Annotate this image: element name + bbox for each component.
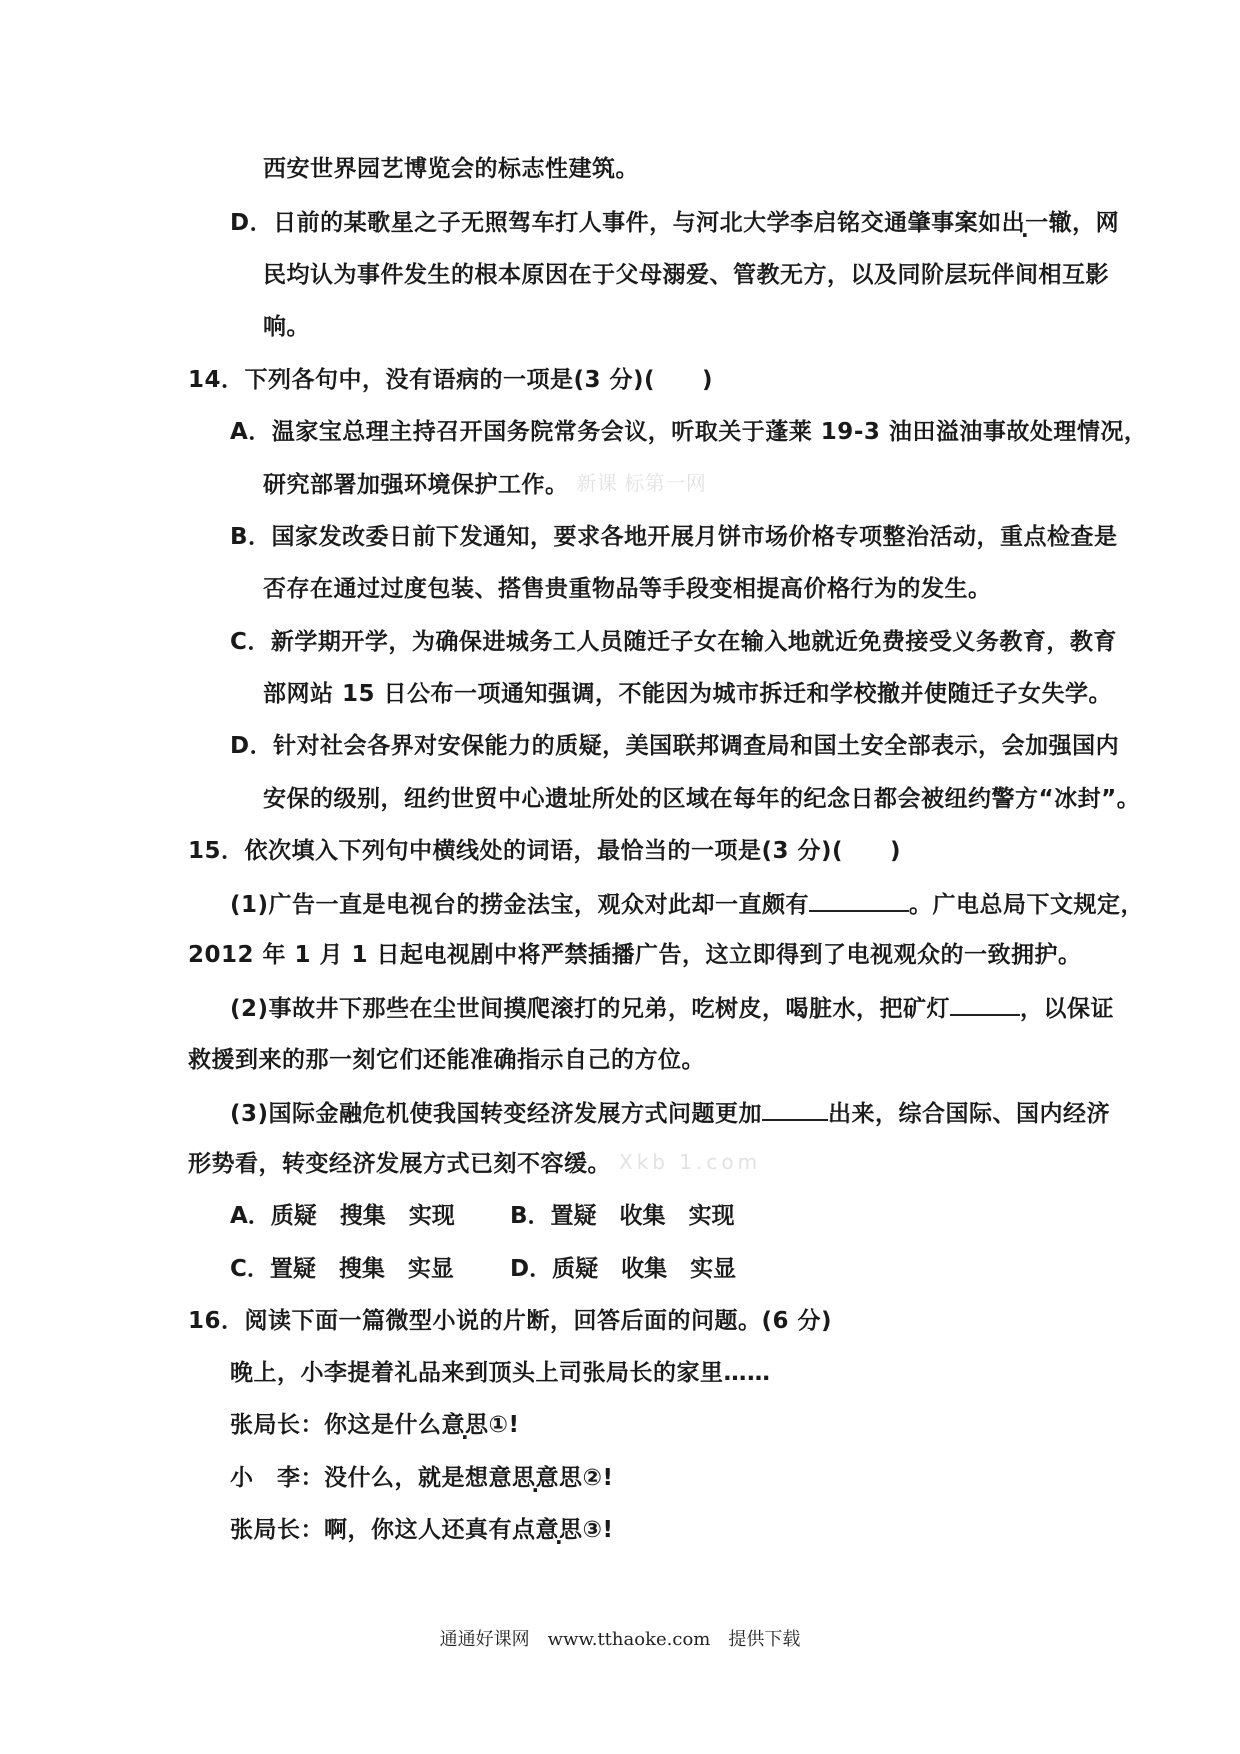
q15-option-c[interactable]: C．置疑 搜集 实显 [230, 1256, 454, 1282]
q15-sentence-1-line-1: (1)广告一直是电视台的捞金法宝，观众对此却一直颇有 。广电总局下文规定， [230, 888, 1144, 920]
q14-option-a-line-2: 研究部署加强环境保护工作。 新课 标第一网 [263, 471, 707, 498]
q14-option-c-line-1: C．新学期开学，为确保进城务工人员随迁子女在输入地就近免费接受义务教育，教育 [230, 629, 1117, 655]
watermark: Xkb 1.com [619, 1150, 762, 1174]
q16-dialogue-line-1: 张局长：你这是什么意思①! [230, 1412, 520, 1438]
q14-option-d-line-1: D．针对社会各界对安保能力的质疑，美国联邦调查局和国土安全部表示，会加强国内 [230, 733, 1120, 759]
q15-sentence-3-line-1: (3)国际金融危机使我国转变经济发展方式问题更加 出来，综合国际、国内经济 [230, 1097, 1110, 1129]
q15-option-a[interactable]: A．质疑 搜集 实现 [230, 1203, 455, 1229]
q14-option-b-line-2: 否存在通过过度包装、搭售贵重物品等手段变相提高价格行为的发生。 [263, 576, 992, 602]
q13-option-d-line-1: D．日前的某歌星之子无照驾车打人事件，与河北大学李启铭交通肇事案如出一辙，网 [230, 210, 1120, 236]
watermark: 新课 标第一网 [576, 471, 707, 495]
q16-dialogue-line-2: 小 李：没什么，就是想意思意思②! [230, 1465, 614, 1491]
q14-option-b-line-1: B．国家发改委日前下发通知，要求各地开展月饼市场价格专项整治活动，重点检查是 [230, 524, 1118, 550]
q15-sentence-2-line-1: (2)事故井下那些在尘世间摸爬滚打的兄弟，吃树皮，喝脏水，把矿灯 ，以保证 [230, 992, 1114, 1024]
q15-option-d[interactable]: D．质疑 收集 实显 [510, 1256, 737, 1282]
q13-option-d-line-3: 响。 [263, 314, 310, 340]
q15-stem: 15．依次填入下列句中横线处的词语，最恰当的一项是(3 分)( ) [188, 838, 902, 864]
q14-option-a-line-1: A．温家宝总理主持召开国务院常务会议，听取关于蓬莱 19-3 油田溢油事故处理情况， [230, 419, 1148, 445]
q14-option-d-line-2: 安保的级别，纽约世贸中心遗址所处的区域在每年的纪念日都会被纽约警方“冰封”。 [263, 786, 1141, 812]
q15-sentence-1-line-2: 2012 年 1 月 1 日起电视剧中将严禁插播广告，这立即得到了电视观众的一致拥护。 [188, 942, 1082, 968]
q13-option-c-continuation: 西安世界园艺博览会的标志性建筑。 [263, 156, 639, 182]
emphasized-phrase: 意思意思 [488, 1465, 583, 1491]
q15-sentence-2-line-2: 救援到来的那一刻它们还能准确指示自己的方位。 [188, 1047, 705, 1073]
q15-option-b[interactable]: B．置疑 收集 实现 [510, 1203, 735, 1229]
q16-stem: 16．阅读下面一篇微型小说的片断，回答后面的问题。(6 分) [188, 1308, 833, 1334]
q14-option-c-line-2: 部网站 15 日公布一项通知强调，不能因为城市拆迁和学校撤并使随迁子女失学。 [263, 681, 1113, 707]
q14-stem: 14．下列各句中，没有语病的一项是(3 分)( ) [188, 367, 714, 393]
q13-option-d-line-2: 民均认为事件发生的根本原因在于父母溺爱、管教无方，以及同阶层玩伴间相互影 [263, 262, 1109, 288]
answer-blank-1[interactable] [809, 888, 909, 912]
answer-blank-3[interactable] [762, 1097, 828, 1121]
answer-blank-2[interactable] [950, 992, 1020, 1016]
page-footer: 通通好课网 www.tthaoke.com 提供下载 [439, 1629, 801, 1650]
q16-dialogue-line-3: 张局长：啊，你这人还真有点意思③! [230, 1517, 614, 1543]
q15-sentence-3-line-2: 形势看，转变经济发展方式已刻不容缓。 Xkb 1.com [188, 1150, 762, 1177]
emphasized-phrase: 如出一辙 [978, 210, 1073, 236]
emphasized-phrase: 意思 [441, 1412, 489, 1438]
emphasized-phrase: 意思 [535, 1517, 583, 1543]
q16-story-intro: 晚上，小李提着礼品来到顶头上司张局长的家里…… [230, 1360, 771, 1386]
